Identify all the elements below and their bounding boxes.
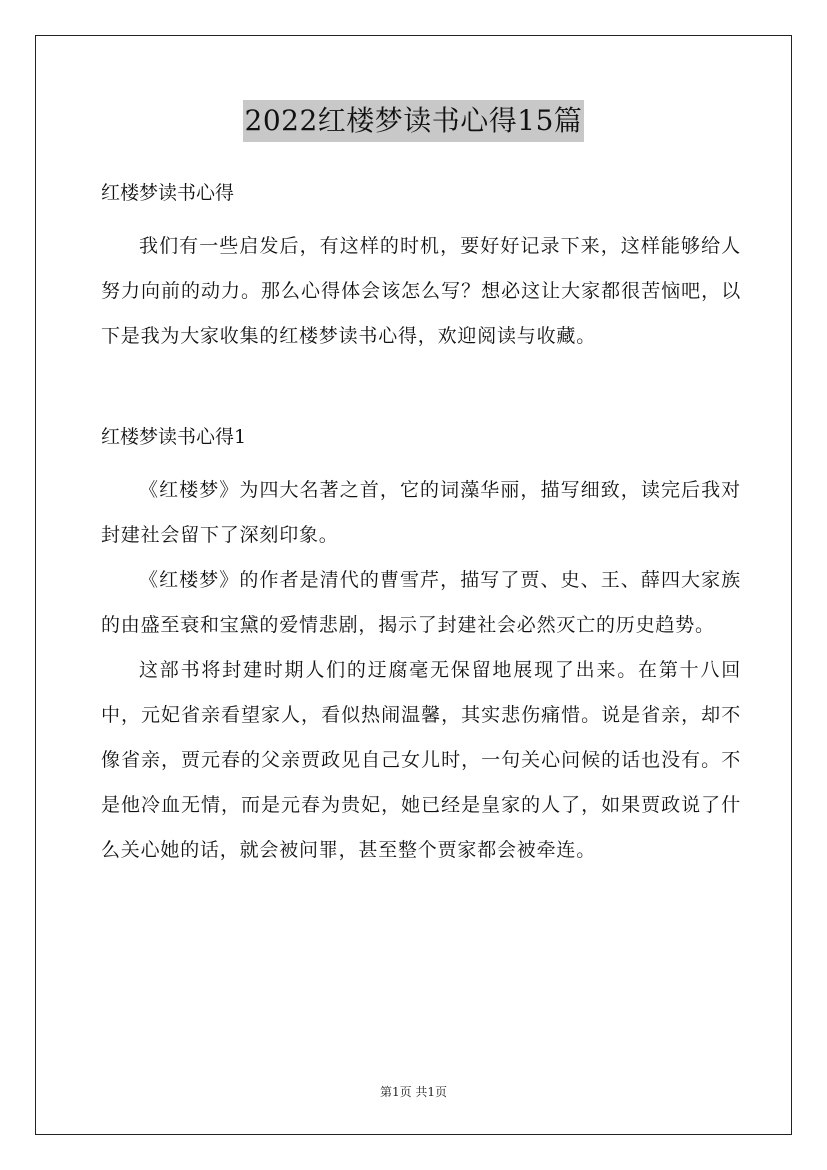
spacer	[101, 215, 741, 224]
section-heading: 红楼梦读书心得1	[101, 426, 247, 448]
page-footer: 第1页 共1页	[379, 1085, 448, 1099]
spacer	[101, 459, 741, 468]
document-body	[101, 172, 741, 873]
spacer	[101, 359, 741, 416]
document-title: 2022红楼梦读书心得15篇	[243, 100, 585, 142]
paragraph: 这部书将封建时期人们的迂腐毫无保留地展现了出来。在第十八回中，元妃省亲看望家人，看似热闹温馨，其实悲伤痛惜。说是省亲，却不像省亲，贾元春的父亲贾政见自己女儿时，一句关心问候的话也没有。不是他冷血无情，而是元春为贵妃，她已经是皇家的人了，如果贾政说了什么关心她的话，就会被问罪，甚至整个贾家都会被牵连。	[101, 659, 741, 861]
section-heading: 红楼梦读书心得	[101, 182, 235, 204]
paragraph: 我们有一些启发后，有这样的时机，要好好记录下来，这样能够给人努力向前的动力。那么心得体会该怎么写？想必这让大家都很苦恼吧，以下是我为大家收集的红楼梦读书心得，欢迎阅读与收藏。	[101, 235, 741, 347]
title-container	[0, 100, 827, 142]
paragraph: 《红楼梦》的作者是清代的曹雪芹，描写了贾、史、王、薛四大家族的由盛至衰和宝黛的爱情悲剧，揭示了封建社会必然灭亡的历史趋势。	[101, 569, 741, 636]
paragraph: 《红楼梦》为四大名著之首，它的词藻华丽，描写细致，读完后我对封建社会留下了深刻印象。	[101, 479, 741, 546]
